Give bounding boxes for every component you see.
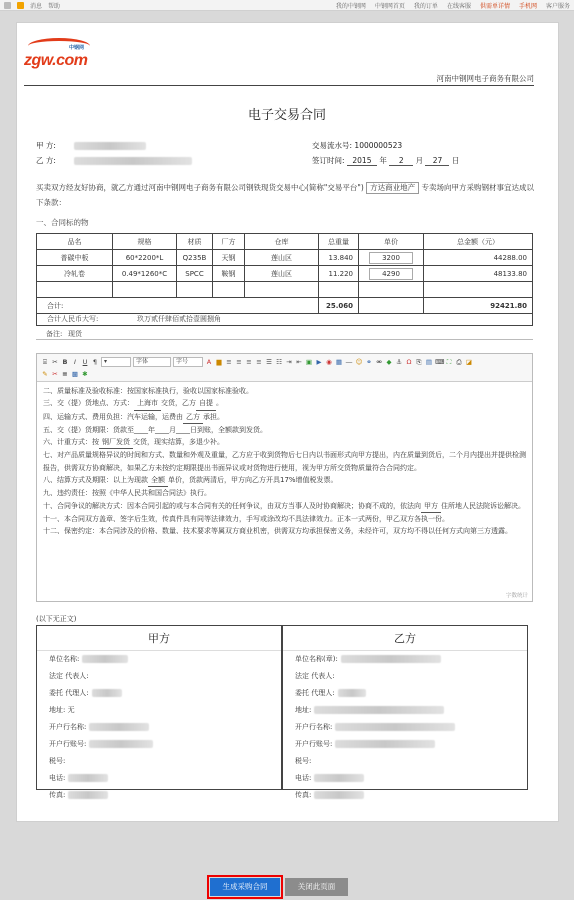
- indent-icon[interactable]: ⇥: [286, 358, 292, 366]
- clause-10: 十、合同争议的解决方式：因本合同引起的或与本合同有关的任何争议，由双方当事人及时协商解决；协商不成的，依法向 甲方 住所地人民法院诉讼解决。: [43, 500, 526, 513]
- party-a-line: 委托 代理人:: [37, 685, 281, 702]
- rmb-row: [36, 312, 533, 326]
- logo-subtext: 中钢网: [69, 45, 85, 51]
- zgw-logo: [24, 36, 96, 70]
- app-icon: [4, 2, 11, 9]
- court-party-field[interactable]: 甲方: [421, 500, 441, 513]
- contract-intro: [36, 180, 536, 210]
- party-a-redacted: [74, 142, 146, 150]
- party-a-line: 电话:: [37, 770, 281, 787]
- editor-content[interactable]: [37, 382, 532, 541]
- clause-8: 八、结算方式及期限：以上为现款 全额 单价，货款两清后，甲方向乙方开具17%增值税发票。: [43, 474, 526, 487]
- editor-toolbar: [37, 354, 532, 382]
- weighing-mode-field[interactable]: 钢厂发货: [99, 436, 133, 449]
- goods-spec: 60*2200*L: [113, 250, 177, 266]
- sign-date-label: 签订时间:: [312, 156, 345, 165]
- media-icon[interactable]: ◉: [326, 358, 332, 366]
- party-b-line: 传真:: [283, 787, 527, 804]
- table-row: [37, 266, 533, 282]
- ordered-list-icon[interactable]: ☰: [266, 358, 272, 366]
- party-b-line: 地址:: [283, 702, 527, 719]
- party-a-line: 开户行名称:: [37, 719, 281, 736]
- remark-label: 备注:: [46, 330, 63, 338]
- clause-5: 五、交（提）货期限：货款至____年____月____日到账，全额款到发货。: [43, 425, 267, 434]
- fullscreen-icon[interactable]: ⛶: [446, 358, 452, 366]
- clause-3: 三、交（提）货地点、方式： 上海市 交货，乙方 自提 。: [43, 397, 526, 410]
- total-weight: 25.060: [319, 298, 359, 314]
- site-topbar: [0, 0, 574, 11]
- remark-row: [36, 326, 533, 340]
- goods-warehouse: 莲山区: [245, 266, 319, 282]
- unlink-icon[interactable]: ⚮: [376, 358, 382, 366]
- party-b-line: 税号:: [295, 757, 312, 765]
- delivery-city-field[interactable]: 上海市: [134, 397, 161, 410]
- col-name: 品名: [37, 234, 113, 250]
- special-char-icon[interactable]: Ω: [406, 358, 412, 366]
- hr-icon[interactable]: ―: [345, 358, 353, 366]
- clause-4: 四、运输方式、费用负担：汽车运输，运费由 乙方 承担。: [43, 411, 526, 424]
- party-a-row: [36, 140, 146, 151]
- anchor-icon[interactable]: ⚓: [396, 358, 402, 366]
- italic-icon[interactable]: I: [74, 358, 76, 366]
- topbar-service-link[interactable]: 在线客服: [446, 3, 471, 10]
- serial-value: 1000000523: [354, 141, 403, 150]
- goods-table: [36, 233, 533, 314]
- goods-price-input[interactable]: 3200: [369, 252, 413, 264]
- party-b-line: 法定 代表人:: [295, 672, 335, 680]
- highlight-icon[interactable]: ▆: [216, 358, 222, 366]
- party-a-line: 单位名称:: [37, 651, 281, 668]
- goods-material: SPCC: [177, 266, 213, 282]
- topbar-my-account-link[interactable]: 我的中钢网: [335, 3, 366, 10]
- format-icon[interactable]: ¶: [92, 358, 98, 366]
- no-body-note: (以下无正文): [36, 615, 77, 623]
- topbar-orders-link[interactable]: 我的订单: [413, 3, 438, 10]
- party-b-box: [282, 625, 528, 799]
- size-select[interactable]: 字号: [173, 357, 203, 367]
- rmb-label: 合计人民币大写:: [47, 315, 99, 323]
- code-icon[interactable]: ⌨: [435, 358, 445, 366]
- clause-6: 六、计重方式：按 钢厂发货 交货，现实结算，多退少补。: [43, 436, 526, 449]
- party-a-box: [36, 625, 282, 799]
- note-icon[interactable]: [17, 2, 24, 9]
- topbar-customer-link[interactable]: 客户服务: [545, 3, 570, 10]
- underline-icon[interactable]: U: [82, 358, 88, 366]
- sign-year-field[interactable]: 2015: [347, 156, 377, 166]
- sign-date-row: [312, 155, 459, 166]
- flash-icon[interactable]: ▶: [316, 358, 322, 366]
- bullet-list-icon[interactable]: ☷: [276, 358, 282, 366]
- header-divider: [24, 85, 534, 86]
- intro-text-2: 专卖场向甲方采购钢材事宜达成以下条款：: [36, 183, 535, 207]
- goods-spec: 0.49*1260*C: [113, 266, 177, 282]
- col-factory: 厂方: [213, 234, 245, 250]
- topbar-messages-link[interactable]: 消息: [30, 3, 43, 10]
- emoticon-icon[interactable]: ☺: [355, 358, 363, 366]
- goods-material: Q235B: [177, 250, 213, 266]
- company-name: 河南中钢网电子商务有限公司: [436, 74, 534, 83]
- party-a-line: 开户行账号:: [37, 736, 281, 753]
- party-a-label: 甲 方:: [36, 141, 56, 150]
- total-amount: 92421.80: [424, 298, 533, 314]
- party-b-line: 委托 代理人:: [283, 685, 527, 702]
- party-a-line: 地址: 无: [49, 706, 75, 714]
- serial-label: 交易流水号:: [312, 141, 353, 150]
- about-icon[interactable]: ✱: [82, 370, 88, 378]
- topbar-home-link[interactable]: 中钢网首页: [374, 3, 405, 10]
- table-row: [37, 250, 533, 266]
- party-b-title: 乙方: [283, 626, 527, 651]
- terms-editor[interactable]: [36, 353, 533, 602]
- goods-amount: 48133.80: [424, 266, 533, 282]
- select-all-icon[interactable]: ▩: [71, 370, 79, 378]
- goods-weight: 13.840: [319, 250, 359, 266]
- party-b-row: [36, 155, 192, 166]
- word-count: 字数统计: [505, 593, 528, 599]
- year-unit: 年: [379, 156, 387, 165]
- party-b-line: 开户行名称:: [283, 719, 527, 736]
- bold-icon[interactable]: B: [62, 358, 68, 366]
- clause-11: 十一、本合同双方盖章、签字后生效，传真件具有同等法律效力，手写或涂改均不具法律效力。正本一式两份，甲乙双方各执一份。: [43, 514, 449, 523]
- justify-icon[interactable]: ≡: [256, 358, 262, 366]
- align-right-icon[interactable]: ≡: [246, 358, 252, 366]
- empty-row: [37, 282, 533, 298]
- paste-text-icon[interactable]: ≣: [62, 370, 68, 378]
- topbar-mobile-link[interactable]: 手机网: [518, 3, 537, 10]
- section-goods-heading: 一、合同标的物: [36, 218, 89, 227]
- source-icon[interactable]: ⌸: [43, 358, 47, 366]
- party-b-line: 开户行账号:: [283, 736, 527, 753]
- intro-buyer-field[interactable]: 方达商业地产: [366, 182, 419, 194]
- goods-name: 冷轧卷: [37, 266, 113, 282]
- logo-text: zgw.com: [24, 52, 88, 69]
- goods-weight: 11.220: [319, 266, 359, 282]
- font-color-icon[interactable]: A: [206, 358, 212, 366]
- goods-factory: 天钢: [213, 250, 245, 266]
- outdent-icon[interactable]: ⇤: [296, 358, 302, 366]
- paste-word-icon[interactable]: ✂: [52, 370, 58, 378]
- party-b-label: 乙 方:: [36, 156, 56, 165]
- col-amount: 总金额（元）: [424, 234, 533, 250]
- goods-factory: 鞍钢: [213, 266, 245, 282]
- topbar-help-link[interactable]: 帮助: [48, 3, 61, 10]
- settlement-mode-field[interactable]: 全额: [148, 474, 168, 487]
- party-a-line: 税号:: [49, 757, 66, 765]
- font-select[interactable]: 字体: [133, 357, 171, 367]
- col-weight: 总重量: [319, 234, 359, 250]
- goods-warehouse: 莲山区: [245, 250, 319, 266]
- print-icon[interactable]: ⎙: [456, 358, 462, 366]
- goods-amount: 44288.00: [424, 250, 533, 266]
- goods-price-input[interactable]: 4290: [369, 268, 413, 280]
- freight-payer-field[interactable]: 乙方: [183, 411, 203, 424]
- total-label: 合计:: [37, 298, 319, 314]
- topbar-detail-link[interactable]: 供需单详情: [479, 3, 510, 10]
- col-spec: 规格: [113, 234, 177, 250]
- clause-2: 二、质量标准及验收标准：按国家标准执行，验收以国家标准验收。: [43, 387, 253, 395]
- cut-icon[interactable]: ✂: [52, 358, 58, 366]
- col-warehouse: 仓库: [245, 234, 319, 250]
- intro-text-1: 买卖双方经友好协商，就乙方通过河南中钢网电子商务有限公司钢铁现货交易中心(简称"交易平台"): [36, 183, 364, 192]
- style-select[interactable]: ▾: [101, 357, 131, 367]
- remark-value: 现货: [68, 330, 82, 338]
- table-icon[interactable]: ▦: [335, 358, 343, 366]
- party-a-line: 法定 代表人:: [49, 672, 89, 680]
- col-price: 单价: [359, 234, 424, 250]
- goods-price-cell: [359, 266, 424, 282]
- clause-9: 九、违约责任：按照《中华人民共和国合同法》执行。: [43, 489, 211, 498]
- party-a-line: 传真:: [37, 787, 281, 804]
- party-a-title: 甲方: [37, 626, 281, 651]
- link-icon[interactable]: ⚭: [366, 358, 372, 366]
- contract-title: 电子交易合同: [247, 108, 326, 123]
- goods-header-row: [37, 234, 533, 250]
- close-page-button[interactable]: 关闭此页面: [285, 878, 348, 896]
- image-icon[interactable]: ▣: [305, 358, 313, 366]
- party-b-line: 电话:: [283, 770, 527, 787]
- sign-day-field[interactable]: 27: [425, 156, 449, 166]
- align-center-icon[interactable]: ≡: [236, 358, 242, 366]
- clause-12: 十二、保密约定：本合同涉及的价格、数量、技术要求等属双方商业机密，供需双方均承担保密义务，未经许可，双方均不得以任何方式向第三方透露。: [43, 527, 512, 536]
- template-icon[interactable]: ▤: [425, 358, 433, 366]
- sign-month-field[interactable]: 2: [389, 156, 413, 166]
- paste-icon[interactable]: ✎: [42, 370, 48, 378]
- serial-row: [312, 140, 402, 151]
- rmb-value: 玖万贰仟肆佰贰拾壹圆捌角: [137, 315, 221, 323]
- month-unit: 月: [415, 156, 424, 165]
- clause-7: 七、对产品质量规格异议的时间和方式、数量和外观及重量，乙方应于收到货物后七日内以书面形式向甲方提出，内在质量到货后，二个月内提出并提供检测报告，供需双方协商解决，如果乙方未按约定期限提出书面异议或对货物进行使用，视为甲方所交货物质量符合合同约定。: [43, 451, 526, 472]
- goods-name: 普碳中板: [37, 250, 113, 266]
- party-b-redacted: [74, 157, 192, 165]
- party-b-line: 单位名称(章):: [283, 651, 527, 668]
- goods-price-cell: [359, 250, 424, 266]
- pickup-mode-field[interactable]: 自提: [196, 397, 216, 410]
- col-material: 材质: [177, 234, 213, 250]
- align-left-icon[interactable]: ≡: [226, 358, 232, 366]
- page-break-icon[interactable]: ⎘: [416, 358, 422, 366]
- preview-icon[interactable]: ◪: [465, 358, 473, 366]
- map-icon[interactable]: ◆: [386, 358, 392, 366]
- generate-contract-button[interactable]: 生成采购合同: [210, 878, 280, 896]
- day-unit: 日: [451, 156, 460, 165]
